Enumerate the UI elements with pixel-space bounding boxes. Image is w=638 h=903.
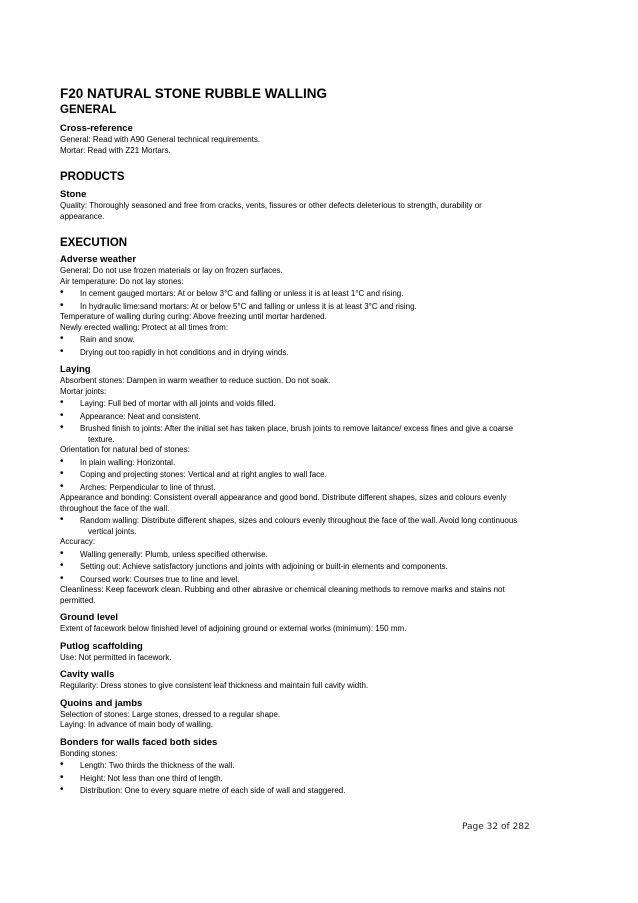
text-line: Mortar joints:	[60, 386, 107, 396]
bullet-icon: •	[60, 759, 64, 770]
bullet-icon: •	[60, 397, 64, 408]
text-line: Cleanliness: Keep facework clean. Rubbing and other abrasive or chemical cleaning methods to remove marks and stains not	[60, 585, 505, 594]
text-line: Absorbent stones: Dampen in warm weather to reduce suction. Do not soak.	[60, 376, 331, 385]
text-line: Newly erected walling: Protect at all times from:	[60, 322, 229, 332]
bullet-item: • Drying out too rapidly in hot conditions and in drying winds.	[60, 345, 289, 357]
bullet-item: • Coursed work: Courses true to line and level.	[60, 572, 240, 584]
bullet-item: • In hydraulic lime:sand mortars: At or below 5°C and falling or unless it is at least 3°C and rising.	[60, 299, 417, 311]
bullet-icon: •	[60, 409, 64, 421]
bullet-item: • Rain and snow.	[60, 333, 135, 344]
bullet-icon: •	[60, 422, 64, 433]
bullet-icon: •	[60, 287, 64, 298]
text-line: Quality: Thoroughly seasoned and free from cracks, vents, fissures or other defects deleterious to strength, durability or	[60, 201, 482, 210]
bullet-icon: •	[60, 547, 64, 559]
bullet-item: • Coping and projecting stones: Vertical and at right angles to wall face.	[60, 468, 327, 479]
text-line: Accuracy:	[60, 537, 96, 546]
subheading-ground-level: Ground level	[60, 612, 119, 623]
text-line: Mortar: Read with Z21 Mortars.	[60, 145, 171, 155]
subheading-laying: Laying	[60, 364, 91, 375]
bullet-item: • Height: Not less than one third of length.	[60, 771, 223, 783]
text-line: Temperature of walling during curing: Above freezing until mortar hardened.	[60, 312, 327, 321]
subheading-cavity-walls: Cavity walls	[60, 669, 115, 680]
section-heading-execution: EXECUTION	[60, 237, 128, 249]
subheading-bonders: Bonders for walls faced both sides	[60, 736, 218, 748]
bullet-icon: •	[60, 514, 64, 525]
bullet-icon: •	[60, 468, 64, 479]
text-line: appearance.	[60, 211, 105, 221]
section-heading-general: GENERAL	[60, 104, 117, 116]
bullet-item: • Walling generally: Plumb, unless specified otherwise.	[60, 547, 268, 559]
bullet-item: • Random walling: Distribute different shapes, sizes and colours evenly throughout the face of the wall. Avoid long continuous vertical joints.	[60, 514, 518, 536]
bullet-icon: •	[60, 572, 64, 584]
text-line: Laying: In advance of main body of walling.	[60, 720, 213, 729]
section-heading-products: PRODUCTS	[60, 171, 125, 183]
text-line: General: Do not use frozen materials or lay on frozen surfaces.	[60, 266, 283, 275]
subheading-putlog-scaffolding: Putlog scaffolding	[60, 640, 143, 652]
bullet-icon: •	[60, 771, 64, 783]
document-title: F20 NATURAL STONE RUBBLE WALLING	[60, 86, 328, 101]
bullet-item: • In plain walling: Horizontal.	[60, 455, 176, 467]
text-line: General: Read with A90 General technical requirements.	[60, 135, 261, 144]
document-page	[60, 86, 550, 797]
text-line: Orientation for natural bed of stones:	[60, 445, 190, 454]
subheading-adverse-weather: Adverse weather	[60, 254, 137, 265]
bullet-item: • Brushed finish to joints: After the initial set has taken place, brush joints to remove laitance/ excess fines and give a coarse texture.	[60, 422, 514, 444]
bullet-icon: •	[60, 333, 64, 344]
bullet-item: • Arches: Perpendicular to line of thrust.	[60, 480, 216, 492]
bullet-item: • Laying: Full bed of mortar with all joints and voids filled.	[60, 397, 276, 408]
text-line: Appearance and bonding: Consistent overall appearance and good bond. Distribute different shapes, sizes and colours evenly	[60, 493, 507, 502]
text-line: Regularity: Dress stones to give consistent leaf thickness and maintain full cavity width.	[60, 681, 369, 690]
page-number: Page 32 of 282	[462, 822, 530, 832]
bullet-icon: •	[60, 784, 64, 795]
text-line: Extent of facework below finished level of adjoining ground or external works (minimum): 150 mm.	[60, 624, 407, 633]
subheading-quoins-and-jambs: Quoins and jambs	[60, 697, 143, 709]
bullet-icon: •	[60, 480, 64, 492]
bullet-item: • Distribution: One to every square metre of each side of wall and staggered.	[60, 784, 346, 795]
text-line: Use: Not permitted in facework.	[60, 652, 172, 662]
text-line: throughout the face of the wall.	[60, 503, 170, 513]
text-line: permitted.	[60, 595, 96, 605]
bullet-icon: •	[60, 345, 64, 357]
text-line: Bonding stones:	[60, 748, 118, 758]
bullet-icon: •	[60, 560, 64, 571]
bullet-item: • Appearance: Neat and consistent.	[60, 409, 201, 421]
subheading-stone: Stone	[60, 189, 87, 200]
bullet-icon: •	[60, 455, 64, 467]
subheading-cross-reference: Cross-reference	[60, 123, 133, 134]
text-line: Air temperature: Do not lay stones:	[60, 276, 184, 286]
bullet-item: • Setting out: Achieve satisfactory junctions and joints with adjoining or built-in elements and components.	[60, 560, 448, 571]
text-line: Selection of stones: Large stones, dressed to a regular shape.	[60, 709, 281, 719]
bullet-icon: •	[60, 299, 64, 311]
bullet-item: • In cement gauged mortars: At or below 3°C and falling or unless it is at least 1°C and rising.	[60, 287, 404, 298]
bullet-item: • Length: Two thirds the thickness of the wall.	[60, 759, 235, 770]
